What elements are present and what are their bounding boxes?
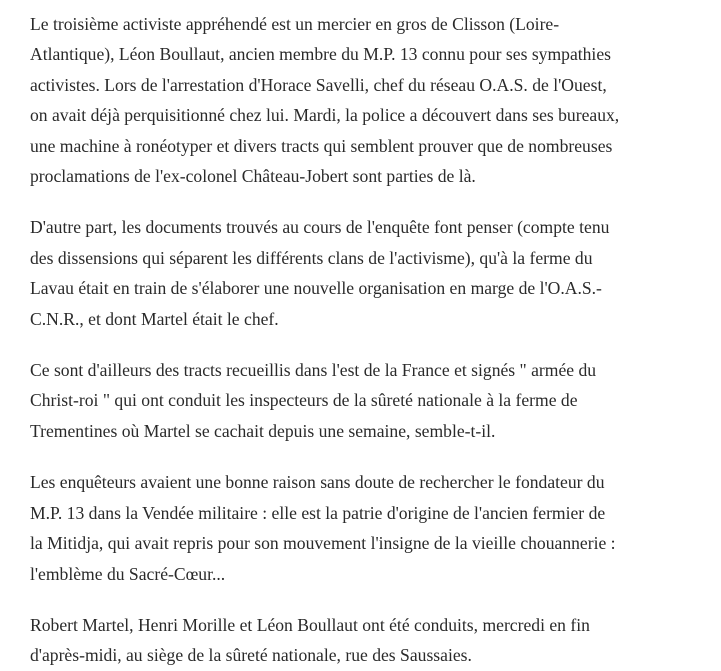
- paragraph-4: [30, 467, 709, 589]
- text-line: proclamations de l'ex-colonel Château-Jobert sont parties de là.: [30, 166, 476, 187]
- paragraph-1: [30, 9, 709, 191]
- paragraph-2: [30, 212, 709, 334]
- text-line: M.P. 13 dans la Vendée militaire : elle est la patrie d'origine de l'ancien fermier de: [30, 502, 606, 523]
- text-line: Robert Martel, Henri Morille et Léon Boullaut ont été conduits, mercredi en fin: [30, 614, 590, 635]
- text-line: activistes. Lors de l'arrestation d'Horace Savelli, chef du réseau O.A.S. de l'Ouest,: [30, 74, 607, 95]
- text-line: Lavau était en train de s'élaborer une nouvelle organisation en marge de l'O.A.S.-: [30, 278, 602, 299]
- text-line: des dissensions qui séparent les différents clans de l'activisme), qu'à la ferme du: [30, 247, 593, 268]
- paragraph-3: [30, 355, 709, 446]
- text-line: Les enquêteurs avaient une bonne raison sans doute de rechercher le fondateur du: [30, 472, 605, 493]
- text-line: Trementines où Martel se cachait depuis une semaine, semble-t-il.: [30, 420, 496, 441]
- text-line: on avait déjà perquisitionné chez lui. Mardi, la police a découvert dans ses bureaux,: [30, 105, 620, 126]
- text-line: Christ-roi " qui ont conduit les inspecteurs de la sûreté nationale à la ferme de: [30, 390, 578, 411]
- paragraph-5: [30, 610, 709, 671]
- text-line: Le troisième activiste appréhendé est un mercier en gros de Clisson (Loire-: [30, 14, 560, 34]
- text-line: D'autre part, les documents trouvés au cours de l'enquête font penser (compte tenu: [30, 217, 610, 238]
- text-line: C.N.R., et dont Martel était le chef.: [30, 308, 279, 329]
- text-line: d'après-midi, au siège de la sûreté nationale, rue des Saussaies.: [30, 645, 472, 666]
- text-line: Ce sont d'ailleurs des tracts recueillis dans l'est de la France et signés " armée du: [30, 360, 597, 381]
- text-line: Atlantique), Léon Boullaut, ancien membre du M.P. 13 connu pour ses sympathies: [30, 44, 611, 65]
- text-line: une machine à ronéotyper et divers tracts qui semblent prouver que de nombreuses: [30, 135, 613, 156]
- text-line: l'emblème du Sacré-Cœur...: [30, 563, 226, 584]
- text-line: la Mitidja, qui avait repris pour son mouvement l'insigne de la vieille chouannerie :: [30, 533, 616, 554]
